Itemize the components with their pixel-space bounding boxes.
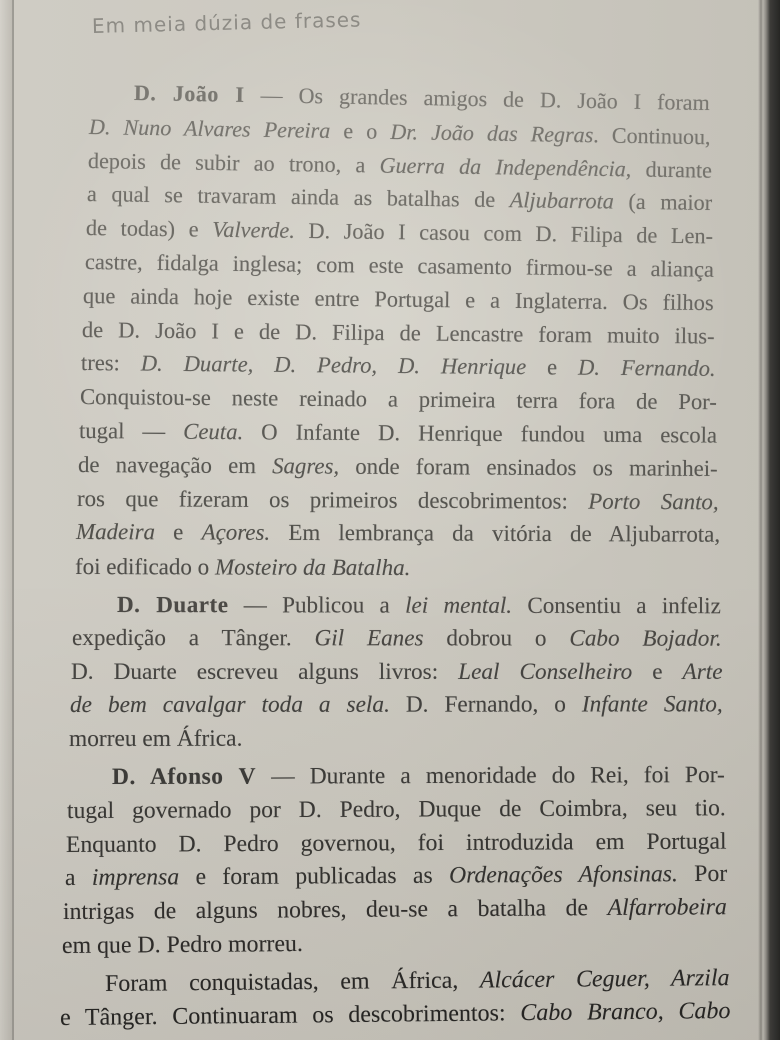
text-line	[76, 517, 720, 550]
text-line	[105, 963, 730, 999]
text-run: D. João I casou com D. Filipa de Len-	[294, 217, 713, 249]
italic-term: Porto Santo,	[588, 488, 719, 514]
italic-term: de bem cavalgar toda a sela.	[70, 692, 390, 719]
italic-term: Valverde.	[211, 216, 295, 243]
italic-term: Sagres,	[271, 453, 340, 479]
text-run: de D. João I e de D. Filipa de Lencastre foram muito ilus-	[82, 316, 716, 349]
text-run: D. Fernando, o	[389, 691, 582, 719]
text-run: castre, fidalga inglesa; com este casamento firmou-se a aliança	[84, 249, 714, 282]
text-run: (a maior	[613, 188, 713, 216]
text-line	[117, 589, 721, 620]
bold-heading: D. Afonso V	[111, 763, 256, 790]
text-run: expedição a Tânger.	[72, 624, 315, 652]
text-line	[89, 112, 711, 152]
italic-term: D. Nuno Alvares Pereira	[88, 113, 331, 143]
text-line	[60, 996, 731, 1033]
text-run: onde foram ensinados os marinhei-	[338, 453, 718, 481]
text-line	[88, 146, 712, 186]
text-line	[67, 793, 726, 826]
italic-term: D. Fernando.	[578, 355, 716, 382]
text-run: de navegação em	[77, 451, 273, 479]
text-line	[62, 929, 303, 961]
text-run: tres:	[81, 350, 142, 376]
italic-term: Leal Conselheiro	[458, 658, 633, 685]
text-line	[81, 348, 716, 384]
italic-term: Ceuta.	[183, 418, 244, 445]
bold-heading: D. Duarte	[117, 591, 229, 618]
chapter-header: Em meia dúzia de frases	[91, 7, 362, 38]
text-line	[82, 315, 715, 352]
text-run: em que D. Pedro morreu.	[62, 931, 304, 959]
text-run: morreu em África.	[68, 725, 243, 753]
text-run: que ainda hoje existe entre Portugal e a Inglaterra. Os filhos	[83, 282, 715, 315]
text-run: Enquanto D. Pedro governou, foi introduzida em Portugal	[65, 828, 727, 858]
italic-term: Ordenações Afonsinas.	[448, 861, 678, 889]
text-run: e	[632, 658, 683, 685]
text-run: Por	[677, 861, 727, 888]
text-run: depois de subir ao trono, a	[87, 147, 380, 178]
italic-term: Infante Santo,	[581, 691, 723, 718]
text-run: tugal —	[78, 418, 184, 444]
italic-term: Alcácer Ceguer, Arzila	[479, 964, 730, 994]
text-run: e o	[329, 117, 391, 144]
italic-term: Cabo Bojador.	[569, 625, 722, 652]
text-run: a qual se travaram ainda as batalhas de	[86, 181, 510, 213]
italic-term: Arte	[682, 658, 723, 685]
text-run: e	[526, 354, 579, 381]
text-line	[77, 484, 719, 517]
text-run: tugal governado por D. Pedro, Duque de Coimbra, seu tio.	[66, 795, 726, 824]
italic-term: Mosteiro da Batalha.	[214, 553, 411, 581]
text-run: Consentiu a infeliz	[512, 591, 722, 619]
text-line	[63, 892, 727, 927]
italic-term: Alfarrobeira	[607, 894, 728, 922]
text-line	[72, 623, 722, 654]
text-run: Conquistou-se neste reinado a primeira terra fora de Por-	[79, 384, 718, 415]
italic-term: Gil Eanes	[314, 625, 424, 652]
text-run: — Durante a menoridade do Rei, foi Por-	[255, 762, 725, 790]
italic-term: Madeira	[75, 519, 155, 545]
text-run: ros que fizeram os primeiros descobrimentos:	[76, 485, 589, 514]
text-line	[69, 724, 242, 754]
italic-term: imprensa	[91, 864, 179, 892]
text-run: intrigas de alguns nobres, deu-se a batalha de	[63, 895, 609, 926]
text-line	[66, 826, 727, 859]
text-run: durante	[630, 155, 712, 183]
text-run: — Publicou a	[228, 591, 406, 618]
text-line	[134, 78, 710, 118]
italic-term: lei mental.	[405, 591, 513, 618]
text-line	[75, 551, 410, 582]
text-line	[70, 690, 723, 721]
text-line	[86, 179, 712, 218]
text-run: D. Duarte escreveu alguns livros:	[71, 658, 459, 685]
text-run: Foram conquistadas, em África,	[104, 967, 481, 997]
text-run: e Tânger. Continuaram os descobrimentos:	[59, 999, 521, 1031]
italic-term: Dr. João das Regras	[390, 118, 594, 148]
text-line	[83, 281, 714, 318]
text-run: e foram publicadas as	[178, 862, 449, 891]
text-run: e	[154, 519, 202, 545]
text-line	[71, 657, 723, 687]
text-run: — Os grandes amigos de D. João I foram	[244, 81, 710, 116]
text-run: O Infante D. Henrique fundou uma escola	[243, 419, 718, 448]
text-line	[112, 760, 725, 792]
text-run: Em lembrança da vitória de Aljubarrota,	[269, 520, 720, 548]
text-run: de todas) e	[85, 215, 212, 242]
text-run: a	[64, 865, 92, 892]
text-run: foi edificado o	[74, 553, 215, 580]
text-line	[80, 382, 717, 417]
text-run: dobrou o	[423, 625, 570, 652]
text-line	[84, 247, 713, 285]
text-run: . Continuou,	[592, 122, 711, 150]
text-line	[64, 859, 726, 893]
italic-term: Açores.	[201, 519, 270, 546]
italic-term: Cabo Branco, Cabo	[520, 997, 731, 1026]
italic-term: Aljubarrota	[509, 187, 614, 214]
italic-term: Guerra da Independência,	[379, 152, 632, 181]
bold-heading: D. João I	[133, 80, 245, 107]
text-line	[85, 213, 712, 251]
text-line	[78, 450, 718, 484]
italic-term: D. Duarte, D. Pedro, D. Henrique	[140, 350, 527, 380]
text-line	[79, 416, 717, 451]
